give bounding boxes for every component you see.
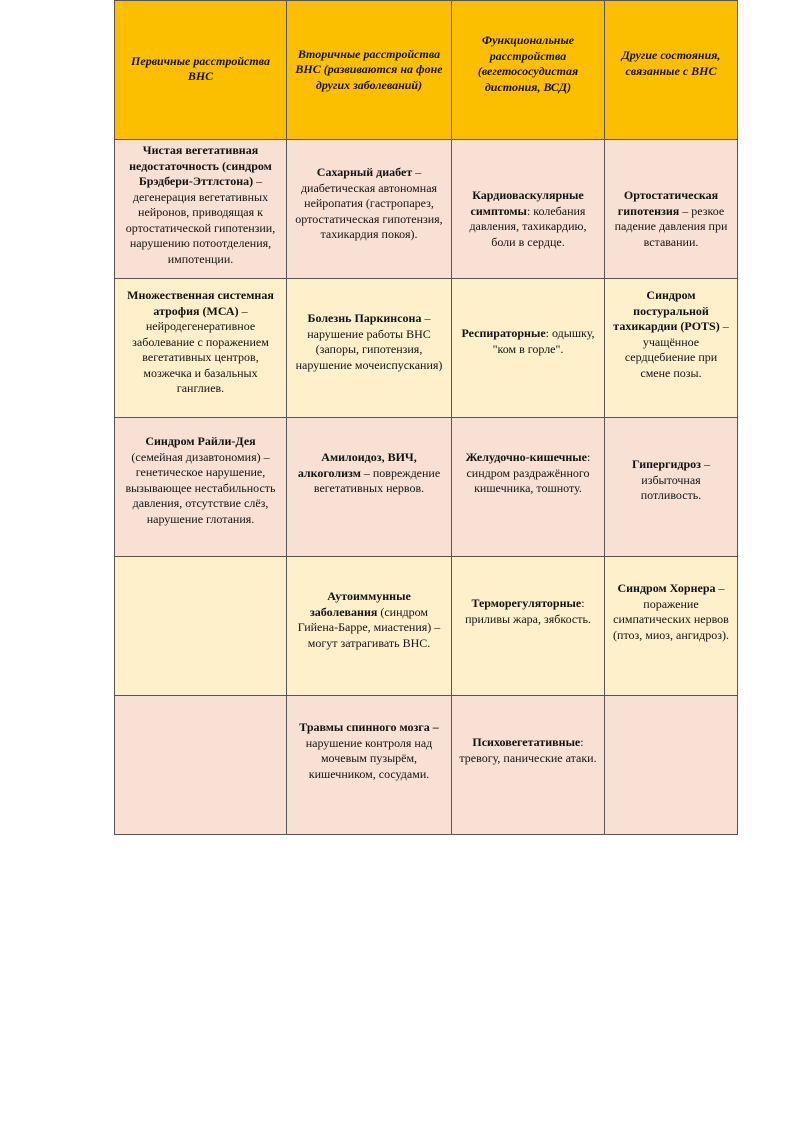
table-row bbox=[115, 279, 738, 418]
table-cell: Синдром Райли-Дея (семейная дизавтономия) – генетическое нарушение, вызывающее нестабильность давления, отсутствие слёз, нарушение глотания. bbox=[115, 418, 287, 557]
table-cell: Синдром Хорнера – поражение симпатических нервов (птоз, миоз, ангидроз). bbox=[605, 557, 738, 696]
table-row bbox=[115, 557, 738, 696]
table-cell bbox=[115, 557, 287, 696]
vns-disorders-table bbox=[114, 0, 738, 835]
table-cell: Множественная системная атрофия (МСА) – нейродегенеративное заболевание с поражением вегетативных центров, мозжечка и базальных ганглиев. bbox=[115, 279, 287, 418]
table-cell: Респираторные: одышку, "ком в горле". bbox=[452, 279, 605, 418]
table-cell: Терморегуляторные: приливы жара, зябкость. bbox=[452, 557, 605, 696]
table-cell: Травмы спинного мозга – нарушение контроля над мочевым пузырём, кишечником, сосудами. bbox=[287, 696, 452, 835]
table-cell: Кардиоваскулярные симптомы: колебания давления, тахикардию, боли в сердце. bbox=[452, 140, 605, 279]
table-cell bbox=[115, 696, 287, 835]
table-cell: Синдром постуральной тахикардии (POTS) – учащённое сердцебиение при смене позы. bbox=[605, 279, 738, 418]
header-other-conditions: Другие состояния, связанные с ВНС bbox=[605, 1, 738, 140]
table-header-row bbox=[115, 1, 738, 140]
table-row bbox=[115, 696, 738, 835]
table-cell: Болезнь Паркинсона – нарушение работы ВНС (запоры, гипотензия, нарушение мочеиспускания) bbox=[287, 279, 452, 418]
header-functional-disorders: Функциональные расстройства (вегетососудистая дистония, ВСД) bbox=[452, 1, 605, 140]
table-cell: Чистая вегетативная недостаточность (синдром Брэдбери-Эттлстона) – дегенерация вегетативных нейронов, приводящая к ортостатической гипотензии, нарушению потоотделения, импотенции. bbox=[115, 140, 287, 279]
table-row bbox=[115, 418, 738, 557]
table-cell: Гипергидроз – избыточная потливость. bbox=[605, 418, 738, 557]
header-secondary-disorders: Вторичные расстройства ВНС (развиваются на фоне других заболеваний) bbox=[287, 1, 452, 140]
table-cell: Ортостатическая гипотензия – резкое падение давления при вставании. bbox=[605, 140, 738, 279]
table-cell: Сахарный диабет – диабетическая автономная нейропатия (гастропарез, ортостатическая гипотензия, тахикардия покоя). bbox=[287, 140, 452, 279]
table-row bbox=[115, 140, 738, 279]
table-cell bbox=[605, 696, 738, 835]
table-cell: Амилоидоз, ВИЧ, алкоголизм – повреждение вегетативных нервов. bbox=[287, 418, 452, 557]
table-cell: Аутоиммунные заболевания (синдром Гийена-Барре, миастения) – могут затрагивать ВНС. bbox=[287, 557, 452, 696]
table-cell: Желудочно-кишечные: синдром раздражённого кишечника, тошноту. bbox=[452, 418, 605, 557]
table-cell: Психовегетативные: тревогу, панические атаки. bbox=[452, 696, 605, 835]
header-primary-disorders: Первичные расстройства ВНС bbox=[115, 1, 287, 140]
